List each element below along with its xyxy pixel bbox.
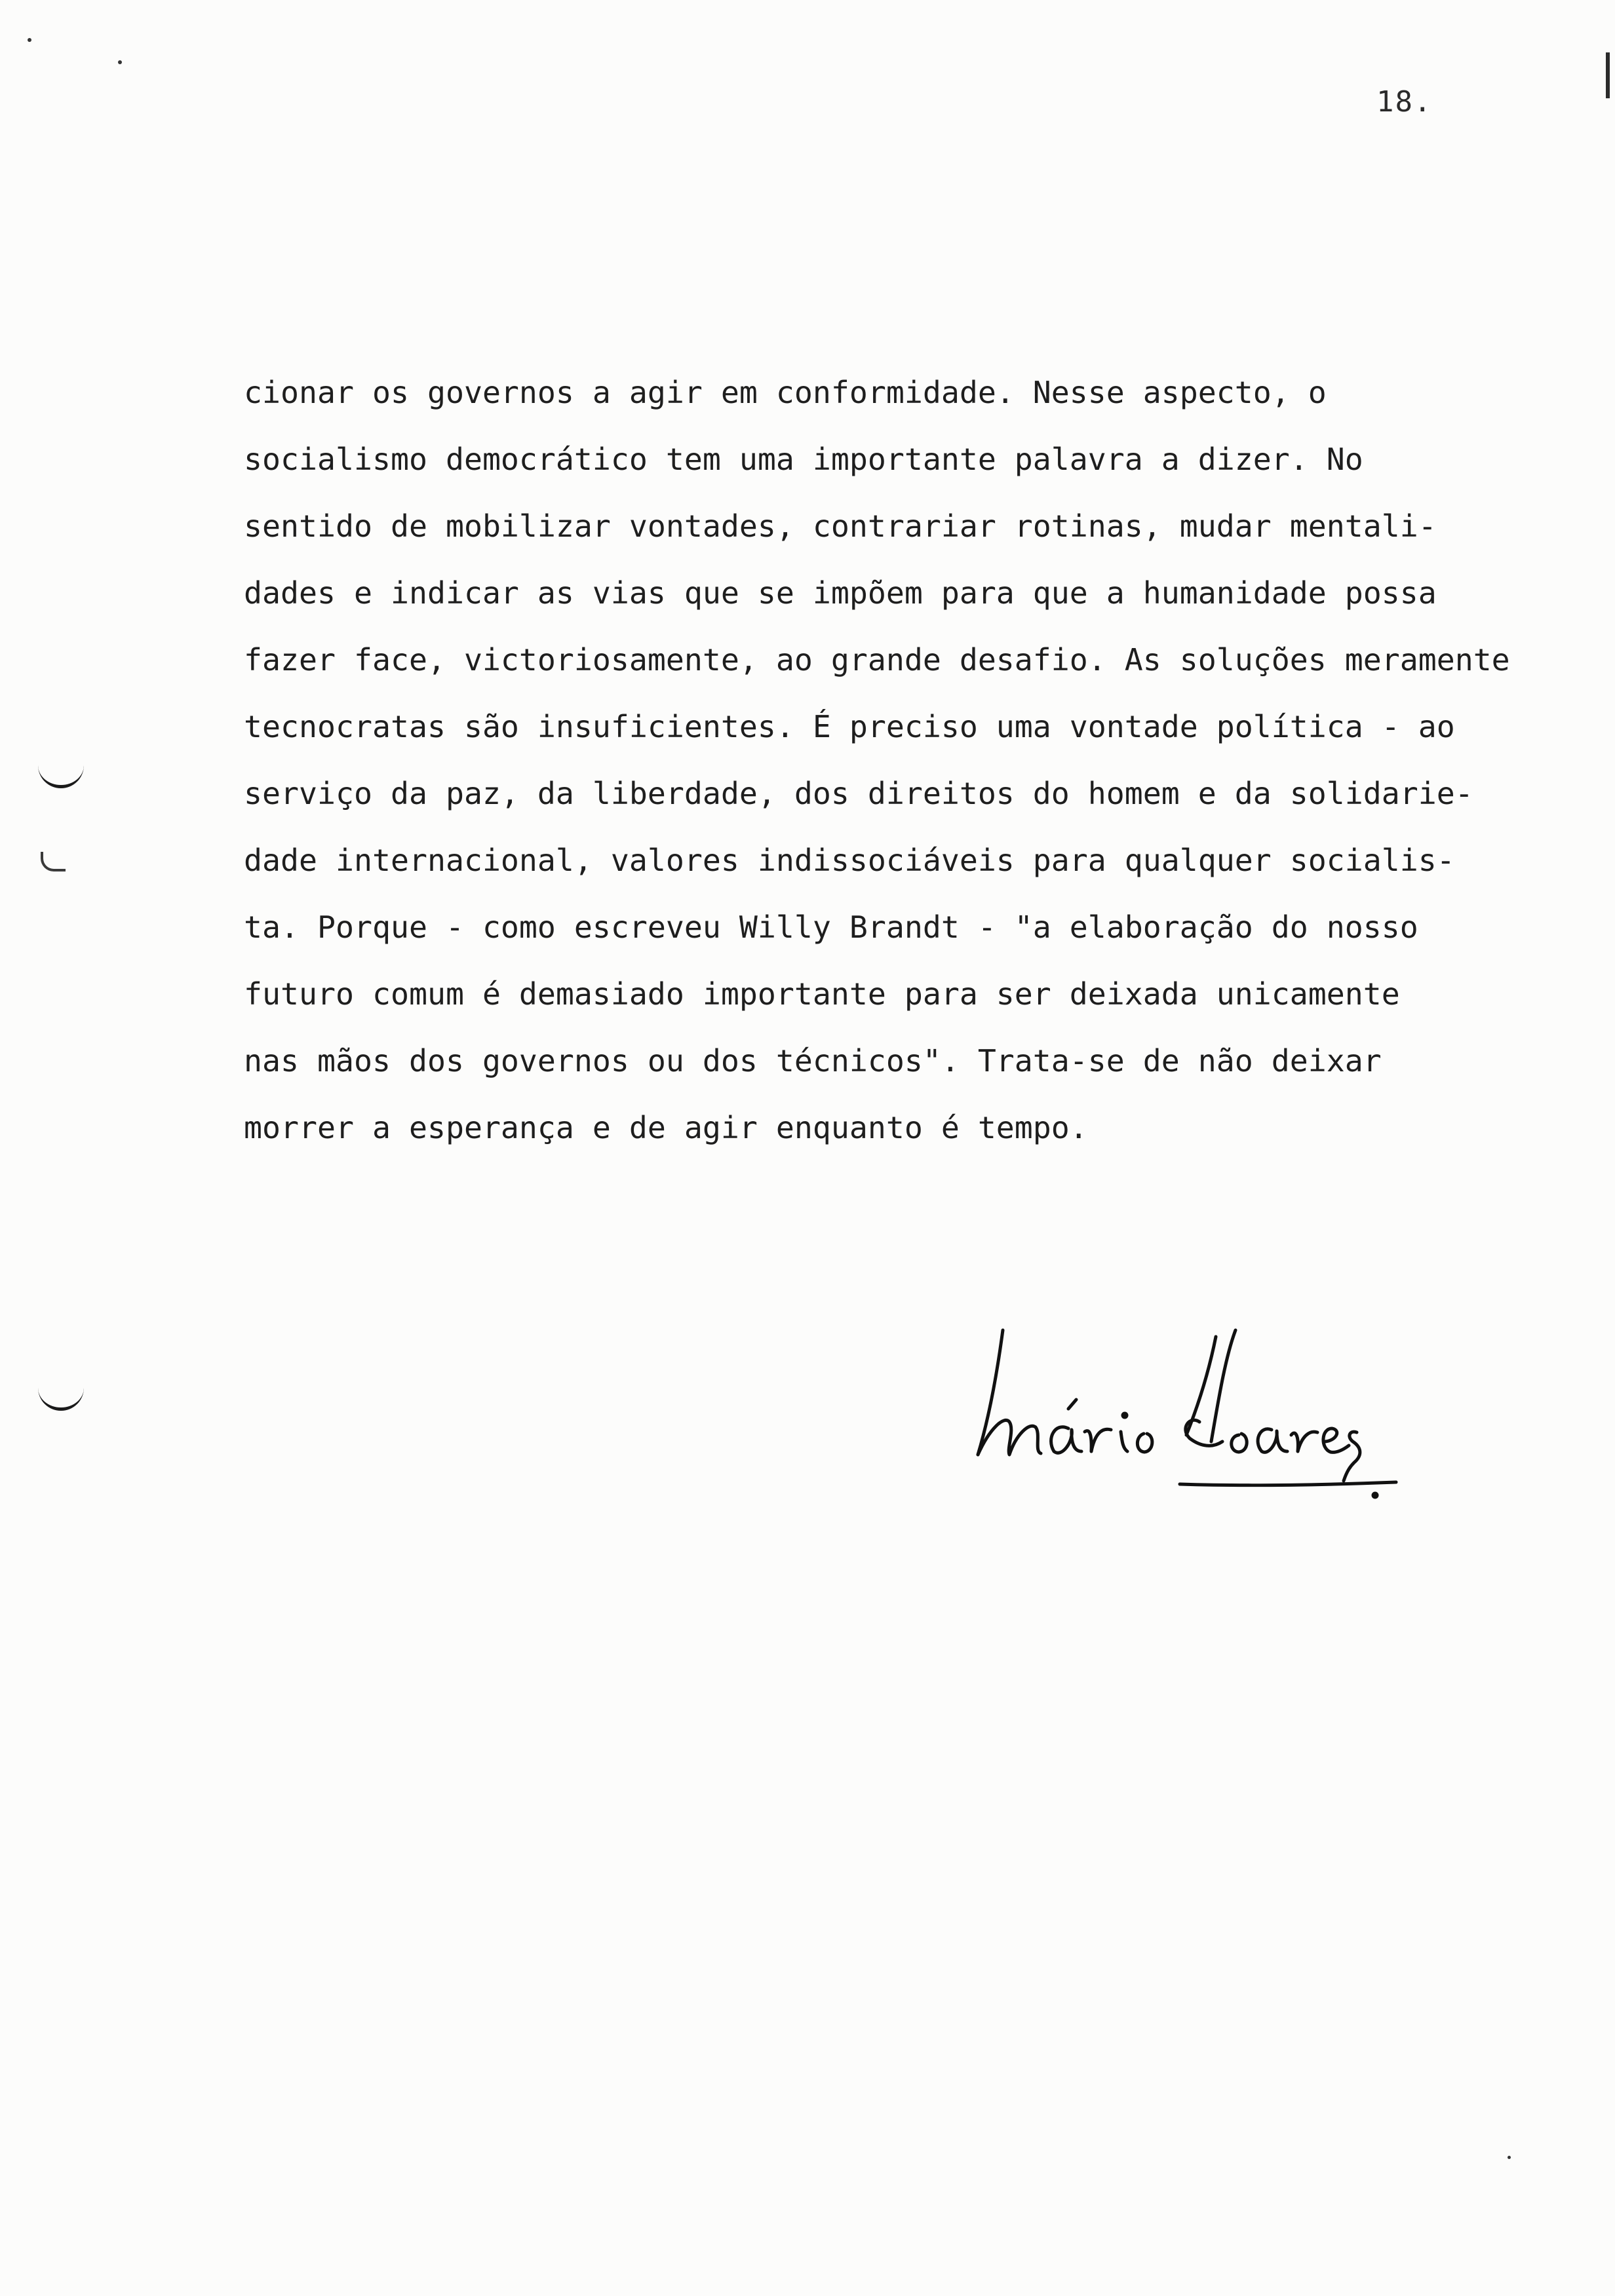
text-line: fazer face, victoriosamente, ao grande desafio. As soluções meramente (244, 642, 1510, 678)
margin-bracket-mark (38, 754, 84, 788)
scan-speck (118, 60, 122, 64)
text-line: serviço da paz, da liberdade, dos direitos do homem e da solidarie- (244, 776, 1473, 811)
scan-edge-mark (1606, 52, 1610, 98)
margin-tick-mark (41, 852, 66, 871)
text-line: dade internacional, valores indissociáveis para qualquer socialis- (244, 843, 1455, 878)
handwritten-signature (963, 1317, 1409, 1501)
text-line: cionar os governos a agir em conformidade. Nesse aspecto, o (244, 375, 1327, 410)
text-line: futuro comum é demasiado importante para ser deixada unicamente (244, 976, 1400, 1012)
page-number: 18. (1376, 85, 1433, 119)
margin-bracket-mark (38, 1376, 84, 1411)
text-line: dades e indicar as vias que se impõem para que a humanidade possa (244, 575, 1437, 611)
text-line: sentido de mobilizar vontades, contrariar rotinas, mudar mentali- (244, 508, 1437, 544)
scan-speck (28, 38, 31, 42)
text-line: morrer a esperança e de agir enquanto é tempo. (244, 1110, 1088, 1145)
text-line: ta. Porque - como escreveu Willy Brandt - "a elaboração do nosso (244, 909, 1418, 945)
text-line: tecnocratas são insuficientes. É preciso uma vontade política - ao (244, 709, 1455, 744)
body-text (244, 359, 1594, 1161)
text-line: nas mãos dos governos ou dos técnicos". Trata-se de não deixar (244, 1043, 1382, 1079)
text-line: socialismo democrático tem uma importante palavra a dizer. No (244, 442, 1363, 477)
scan-speck (1508, 2156, 1511, 2159)
